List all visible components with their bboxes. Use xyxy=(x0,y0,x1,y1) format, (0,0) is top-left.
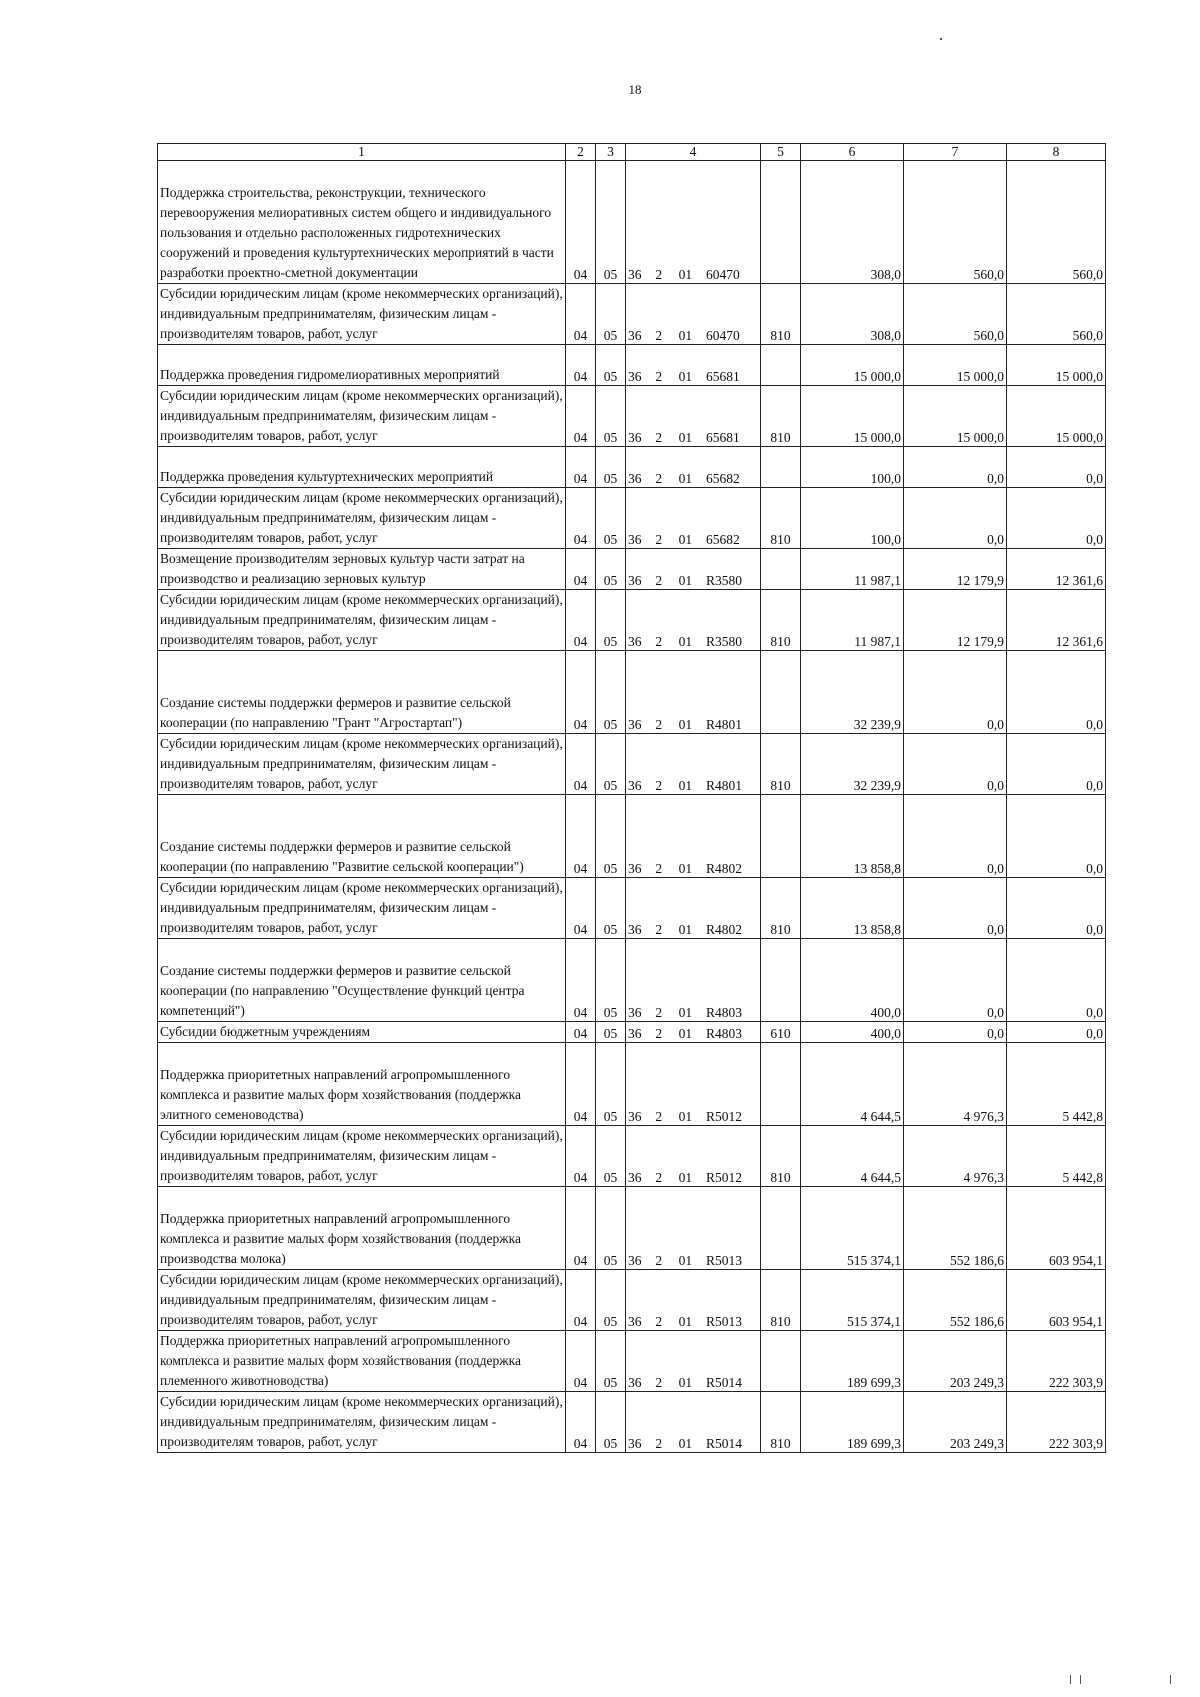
amount-col-7: 552 186,6 xyxy=(904,1187,1007,1270)
row-name: Субсидии юридическим лицам (кроме некоммерческих организаций), индивидуальным предпринимателям, физическим лицам - производителям товаров, работ, услуг xyxy=(158,590,566,651)
row-name: Субсидии бюджетным учреждениям xyxy=(158,1022,566,1043)
row-name: Создание системы поддержки фермеров и развитие сельской кооперации (по направлению "Развитие сельской кооперации") xyxy=(158,795,566,878)
target-article-code xyxy=(626,488,761,549)
section-code: 04 xyxy=(566,1126,596,1187)
amount-col-8: 5 442,8 xyxy=(1007,1043,1106,1126)
subprogram-code: 2 xyxy=(655,1375,663,1390)
amount-col-6: 515 374,1 xyxy=(801,1270,904,1331)
amount-col-7: 4 976,3 xyxy=(904,1126,1007,1187)
row-name: Возмещение производителям зерновых культур части затрат на производство и реализацию зерновых культур xyxy=(158,549,566,590)
activity-code: 01 xyxy=(678,532,693,547)
amount-col-6: 32 239,9 xyxy=(801,734,904,795)
activity-code: 01 xyxy=(678,1436,693,1451)
target-article-code xyxy=(626,590,761,651)
amount-col-8: 0,0 xyxy=(1007,1022,1106,1043)
target-article-code xyxy=(626,447,761,488)
program-code: 36 xyxy=(628,471,642,486)
expense-type-code: 810 xyxy=(761,1270,801,1331)
activity-code: 01 xyxy=(678,267,693,282)
table-row xyxy=(158,549,1106,590)
amount-col-8: 15 000,0 xyxy=(1007,386,1106,447)
activity-code: 01 xyxy=(678,861,693,876)
amount-col-6: 13 858,8 xyxy=(801,795,904,878)
amount-col-8: 560,0 xyxy=(1007,161,1106,284)
col-header-1: 1 xyxy=(158,144,566,161)
table-row xyxy=(158,878,1106,939)
section-code: 04 xyxy=(566,939,596,1022)
expense-type-code xyxy=(761,161,801,284)
direction-code: R4802 xyxy=(705,922,742,937)
expense-type-code: 810 xyxy=(761,284,801,345)
target-article-code xyxy=(626,734,761,795)
section-code: 04 xyxy=(566,1392,596,1453)
section-code: 04 xyxy=(566,1270,596,1331)
row-name: Поддержка приоритетных направлений агропромышленного комплекса и развитие малых форм хозяйствования (поддержка племенного животноводства) xyxy=(158,1331,566,1392)
direction-code: R4802 xyxy=(705,861,742,876)
table-row xyxy=(158,1392,1106,1453)
row-name: Создание системы поддержки фермеров и развитие сельской кооперации (по направлению "Осуществление функций центра компетенций") xyxy=(158,939,566,1022)
amount-col-7: 0,0 xyxy=(904,878,1007,939)
subprogram-code: 2 xyxy=(655,1005,663,1020)
row-name: Поддержка проведения гидромелиоративных мероприятий xyxy=(158,345,566,386)
expense-type-code: 610 xyxy=(761,1022,801,1043)
target-article-code xyxy=(626,1392,761,1453)
amount-col-8: 0,0 xyxy=(1007,734,1106,795)
section-code: 04 xyxy=(566,590,596,651)
direction-code: R5014 xyxy=(705,1436,742,1451)
amount-col-8: 0,0 xyxy=(1007,939,1106,1022)
expense-type-code xyxy=(761,549,801,590)
table-row xyxy=(158,1187,1106,1270)
expense-type-code: 810 xyxy=(761,590,801,651)
expense-type-code xyxy=(761,795,801,878)
subsection-code: 05 xyxy=(596,1126,626,1187)
amount-col-8: 560,0 xyxy=(1007,284,1106,345)
direction-code: R4801 xyxy=(705,717,742,732)
amount-col-7: 12 179,9 xyxy=(904,549,1007,590)
subsection-code: 05 xyxy=(596,939,626,1022)
activity-code: 01 xyxy=(678,1314,693,1329)
amount-col-6: 32 239,9 xyxy=(801,651,904,734)
section-code: 04 xyxy=(566,345,596,386)
expense-type-code xyxy=(761,1043,801,1126)
section-code: 04 xyxy=(566,284,596,345)
section-code: 04 xyxy=(566,1331,596,1392)
subsection-code: 05 xyxy=(596,1331,626,1392)
amount-col-8: 12 361,6 xyxy=(1007,590,1106,651)
program-code: 36 xyxy=(628,532,642,547)
amount-col-6: 4 644,5 xyxy=(801,1126,904,1187)
table-row xyxy=(158,1043,1106,1126)
row-name: Субсидии юридическим лицам (кроме некоммерческих организаций), индивидуальным предпринимателям, физическим лицам - производителям товаров, работ, услуг xyxy=(158,386,566,447)
amount-col-6: 189 699,3 xyxy=(801,1331,904,1392)
section-code: 04 xyxy=(566,386,596,447)
target-article-code xyxy=(626,795,761,878)
expense-type-code: 810 xyxy=(761,1392,801,1453)
activity-code: 01 xyxy=(678,369,693,384)
amount-col-7: 560,0 xyxy=(904,161,1007,284)
direction-code: 65682 xyxy=(705,532,740,547)
amount-col-6: 13 858,8 xyxy=(801,878,904,939)
activity-code: 01 xyxy=(678,717,693,732)
col-header-7: 7 xyxy=(904,144,1007,161)
row-name: Субсидии юридическим лицам (кроме некоммерческих организаций), индивидуальным предпринимателям, физическим лицам - производителям товаров, работ, услуг xyxy=(158,734,566,795)
program-code: 36 xyxy=(628,267,642,282)
target-article-code xyxy=(626,878,761,939)
subprogram-code: 2 xyxy=(655,1436,663,1451)
row-name: Субсидии юридическим лицам (кроме некоммерческих организаций), индивидуальным предпринимателям, физическим лицам - производителям товаров, работ, услуг xyxy=(158,878,566,939)
target-article-code xyxy=(626,1187,761,1270)
subsection-code: 05 xyxy=(596,1392,626,1453)
activity-code: 01 xyxy=(678,430,693,445)
amount-col-7: 15 000,0 xyxy=(904,345,1007,386)
amount-col-7: 0,0 xyxy=(904,1022,1007,1043)
program-code: 36 xyxy=(628,1005,642,1020)
section-code: 04 xyxy=(566,651,596,734)
amount-col-6: 400,0 xyxy=(801,1022,904,1043)
target-article-code xyxy=(626,549,761,590)
table-row xyxy=(158,447,1106,488)
subprogram-code: 2 xyxy=(655,328,663,343)
amount-col-7: 552 186,6 xyxy=(904,1270,1007,1331)
amount-col-6: 189 699,3 xyxy=(801,1392,904,1453)
activity-code: 01 xyxy=(678,1005,693,1020)
table-row xyxy=(158,939,1106,1022)
amount-col-7: 203 249,3 xyxy=(904,1331,1007,1392)
expense-type-code: 810 xyxy=(761,878,801,939)
subprogram-code: 2 xyxy=(655,573,663,588)
amount-col-7: 560,0 xyxy=(904,284,1007,345)
table-row xyxy=(158,734,1106,795)
amount-col-8: 0,0 xyxy=(1007,488,1106,549)
subprogram-code: 2 xyxy=(655,778,663,793)
col-header-4: 4 xyxy=(626,144,761,161)
direction-code: R4801 xyxy=(705,778,742,793)
program-code: 36 xyxy=(628,573,642,588)
direction-code: R5012 xyxy=(705,1170,742,1185)
table-row xyxy=(158,795,1106,878)
scan-speck xyxy=(1070,1675,1071,1684)
table-row xyxy=(158,1331,1106,1392)
amount-col-7: 203 249,3 xyxy=(904,1392,1007,1453)
table-row xyxy=(158,488,1106,549)
subprogram-code: 2 xyxy=(655,1109,663,1124)
amount-col-8: 0,0 xyxy=(1007,651,1106,734)
amount-col-7: 0,0 xyxy=(904,651,1007,734)
target-article-code xyxy=(626,1270,761,1331)
expense-type-code: 810 xyxy=(761,734,801,795)
header-row xyxy=(158,144,1106,161)
subprogram-code: 2 xyxy=(655,1314,663,1329)
row-name: Поддержка строительства, реконструкции, технического перевооружения мелиоративных систем общего и индивидуального пользования и отдельно расположенных гидротехнических сооружений и проведения культуртехнических мероприятий в части разработки проектно-сметной документации xyxy=(158,161,566,284)
subprogram-code: 2 xyxy=(655,634,663,649)
amount-col-8: 603 954,1 xyxy=(1007,1187,1106,1270)
program-code: 36 xyxy=(628,1170,642,1185)
row-name: Субсидии юридическим лицам (кроме некоммерческих организаций), индивидуальным предпринимателям, физическим лицам - производителям товаров, работ, услуг xyxy=(158,1126,566,1187)
table-row xyxy=(158,345,1106,386)
subprogram-code: 2 xyxy=(655,369,663,384)
amount-col-8: 0,0 xyxy=(1007,795,1106,878)
row-name: Субсидии юридическим лицам (кроме некоммерческих организаций), индивидуальным предпринимателям, физическим лицам - производителям товаров, работ, услуг xyxy=(158,488,566,549)
amount-col-7: 0,0 xyxy=(904,939,1007,1022)
section-code: 04 xyxy=(566,878,596,939)
subsection-code: 05 xyxy=(596,1187,626,1270)
subprogram-code: 2 xyxy=(655,1026,663,1041)
program-code: 36 xyxy=(628,328,642,343)
subsection-code: 05 xyxy=(596,345,626,386)
direction-code: R5014 xyxy=(705,1375,742,1390)
amount-col-6: 100,0 xyxy=(801,447,904,488)
expense-type-code xyxy=(761,651,801,734)
subsection-code: 05 xyxy=(596,878,626,939)
col-header-5: 5 xyxy=(761,144,801,161)
direction-code: 60470 xyxy=(705,267,740,282)
table-row xyxy=(158,1126,1106,1187)
col-header-3: 3 xyxy=(596,144,626,161)
amount-col-8: 603 954,1 xyxy=(1007,1270,1106,1331)
activity-code: 01 xyxy=(678,328,693,343)
target-article-code xyxy=(626,1331,761,1392)
col-header-8: 8 xyxy=(1007,144,1106,161)
amount-col-8: 5 442,8 xyxy=(1007,1126,1106,1187)
amount-col-8: 15 000,0 xyxy=(1007,345,1106,386)
amount-col-7: 0,0 xyxy=(904,734,1007,795)
activity-code: 01 xyxy=(678,778,693,793)
section-code: 04 xyxy=(566,488,596,549)
program-code: 36 xyxy=(628,369,642,384)
amount-col-7: 0,0 xyxy=(904,488,1007,549)
expense-type-code: 810 xyxy=(761,488,801,549)
program-code: 36 xyxy=(628,1436,642,1451)
scan-speck xyxy=(940,38,942,40)
amount-col-8: 0,0 xyxy=(1007,878,1106,939)
amount-col-6: 308,0 xyxy=(801,284,904,345)
page-number: 18 xyxy=(628,82,642,97)
scan-speck xyxy=(1170,1675,1171,1684)
amount-col-6: 515 374,1 xyxy=(801,1187,904,1270)
amount-col-6: 308,0 xyxy=(801,161,904,284)
target-article-code xyxy=(626,345,761,386)
col-header-2: 2 xyxy=(566,144,596,161)
subsection-code: 05 xyxy=(596,161,626,284)
amount-col-7: 12 179,9 xyxy=(904,590,1007,651)
table-row xyxy=(158,1022,1106,1043)
direction-code: R4803 xyxy=(705,1005,742,1020)
activity-code: 01 xyxy=(678,922,693,937)
amount-col-8: 12 361,6 xyxy=(1007,549,1106,590)
row-name: Субсидии юридическим лицам (кроме некоммерческих организаций), индивидуальным предпринимателям, физическим лицам - производителям товаров, работ, услуг xyxy=(158,1392,566,1453)
activity-code: 01 xyxy=(678,1253,693,1268)
amount-col-6: 11 987,1 xyxy=(801,590,904,651)
row-name: Субсидии юридическим лицам (кроме некоммерческих организаций), индивидуальным предпринимателям, физическим лицам - производителям товаров, работ, услуг xyxy=(158,1270,566,1331)
subsection-code: 05 xyxy=(596,1043,626,1126)
table-row xyxy=(158,161,1106,284)
subsection-code: 05 xyxy=(596,284,626,345)
subprogram-code: 2 xyxy=(655,471,663,486)
amount-col-7: 15 000,0 xyxy=(904,386,1007,447)
section-code: 04 xyxy=(566,734,596,795)
activity-code: 01 xyxy=(678,1026,693,1041)
subprogram-code: 2 xyxy=(655,1170,663,1185)
direction-code: R4803 xyxy=(705,1026,742,1041)
row-name: Создание системы поддержки фермеров и развитие сельской кооперации (по направлению "Грант "Агростартап") xyxy=(158,651,566,734)
amount-col-6: 15 000,0 xyxy=(801,386,904,447)
budget-table xyxy=(157,143,1106,1453)
amount-col-7: 0,0 xyxy=(904,447,1007,488)
row-name: Субсидии юридическим лицам (кроме некоммерческих организаций), индивидуальным предпринимателям, физическим лицам - производителям товаров, работ, услуг xyxy=(158,284,566,345)
section-code: 04 xyxy=(566,795,596,878)
subsection-code: 05 xyxy=(596,549,626,590)
expense-type-code: 810 xyxy=(761,386,801,447)
subprogram-code: 2 xyxy=(655,717,663,732)
direction-code: R3580 xyxy=(705,573,742,588)
activity-code: 01 xyxy=(678,634,693,649)
target-article-code xyxy=(626,284,761,345)
subsection-code: 05 xyxy=(596,488,626,549)
amount-col-8: 222 303,9 xyxy=(1007,1392,1106,1453)
expense-type-code: 810 xyxy=(761,1126,801,1187)
amount-col-6: 15 000,0 xyxy=(801,345,904,386)
target-article-code xyxy=(626,1126,761,1187)
target-article-code xyxy=(626,386,761,447)
expense-type-code xyxy=(761,939,801,1022)
subsection-code: 05 xyxy=(596,795,626,878)
program-code: 36 xyxy=(628,430,642,445)
section-code: 04 xyxy=(566,1022,596,1043)
direction-code: R3580 xyxy=(705,634,742,649)
section-code: 04 xyxy=(566,1043,596,1126)
program-code: 36 xyxy=(628,1314,642,1329)
expense-type-code xyxy=(761,447,801,488)
amount-col-6: 100,0 xyxy=(801,488,904,549)
activity-code: 01 xyxy=(678,1170,693,1185)
subprogram-code: 2 xyxy=(655,267,663,282)
subsection-code: 05 xyxy=(596,734,626,795)
program-code: 36 xyxy=(628,634,642,649)
table-row xyxy=(158,590,1106,651)
target-article-code xyxy=(626,939,761,1022)
subprogram-code: 2 xyxy=(655,922,663,937)
amount-col-7: 0,0 xyxy=(904,795,1007,878)
scan-speck xyxy=(1080,1675,1081,1684)
target-article-code xyxy=(626,1022,761,1043)
activity-code: 01 xyxy=(678,1109,693,1124)
amount-col-8: 222 303,9 xyxy=(1007,1331,1106,1392)
program-code: 36 xyxy=(628,1375,642,1390)
table-row xyxy=(158,386,1106,447)
col-header-6: 6 xyxy=(801,144,904,161)
expense-type-code xyxy=(761,1331,801,1392)
program-code: 36 xyxy=(628,922,642,937)
direction-code: 65681 xyxy=(705,369,740,384)
subsection-code: 05 xyxy=(596,447,626,488)
row-name: Поддержка приоритетных направлений агропромышленного комплекса и развитие малых форм хозяйствования (поддержка элитного семеноводства) xyxy=(158,1043,566,1126)
subprogram-code: 2 xyxy=(655,861,663,876)
section-code: 04 xyxy=(566,1187,596,1270)
direction-code: 60470 xyxy=(705,328,740,343)
activity-code: 01 xyxy=(678,1375,693,1390)
activity-code: 01 xyxy=(678,573,693,588)
row-name: Поддержка приоритетных направлений агропромышленного комплекса и развитие малых форм хозяйствования (поддержка производства молока) xyxy=(158,1187,566,1270)
table-body xyxy=(158,161,1106,1453)
expense-type-code xyxy=(761,345,801,386)
subsection-code: 05 xyxy=(596,1022,626,1043)
direction-code: 65681 xyxy=(705,430,740,445)
target-article-code xyxy=(626,651,761,734)
subsection-code: 05 xyxy=(596,1270,626,1331)
activity-code: 01 xyxy=(678,471,693,486)
amount-col-6: 400,0 xyxy=(801,939,904,1022)
program-code: 36 xyxy=(628,717,642,732)
expense-type-code xyxy=(761,1187,801,1270)
direction-code: R5013 xyxy=(705,1314,742,1329)
amount-col-7: 4 976,3 xyxy=(904,1043,1007,1126)
table-row xyxy=(158,651,1106,734)
subsection-code: 05 xyxy=(596,651,626,734)
program-code: 36 xyxy=(628,778,642,793)
program-code: 36 xyxy=(628,861,642,876)
amount-col-6: 4 644,5 xyxy=(801,1043,904,1126)
section-code: 04 xyxy=(566,549,596,590)
row-name: Поддержка проведения культуртехнических мероприятий xyxy=(158,447,566,488)
subprogram-code: 2 xyxy=(655,430,663,445)
subprogram-code: 2 xyxy=(655,1253,663,1268)
subsection-code: 05 xyxy=(596,386,626,447)
program-code: 36 xyxy=(628,1253,642,1268)
program-code: 36 xyxy=(628,1109,642,1124)
program-code: 36 xyxy=(628,1026,642,1041)
direction-code: 65682 xyxy=(705,471,740,486)
direction-code: R5013 xyxy=(705,1253,742,1268)
direction-code: R5012 xyxy=(705,1109,742,1124)
target-article-code xyxy=(626,161,761,284)
section-code: 04 xyxy=(566,447,596,488)
subsection-code: 05 xyxy=(596,590,626,651)
amount-col-8: 0,0 xyxy=(1007,447,1106,488)
amount-col-6: 11 987,1 xyxy=(801,549,904,590)
table-row xyxy=(158,1270,1106,1331)
subprogram-code: 2 xyxy=(655,532,663,547)
target-article-code xyxy=(626,1043,761,1126)
section-code: 04 xyxy=(566,161,596,284)
table-row xyxy=(158,284,1106,345)
